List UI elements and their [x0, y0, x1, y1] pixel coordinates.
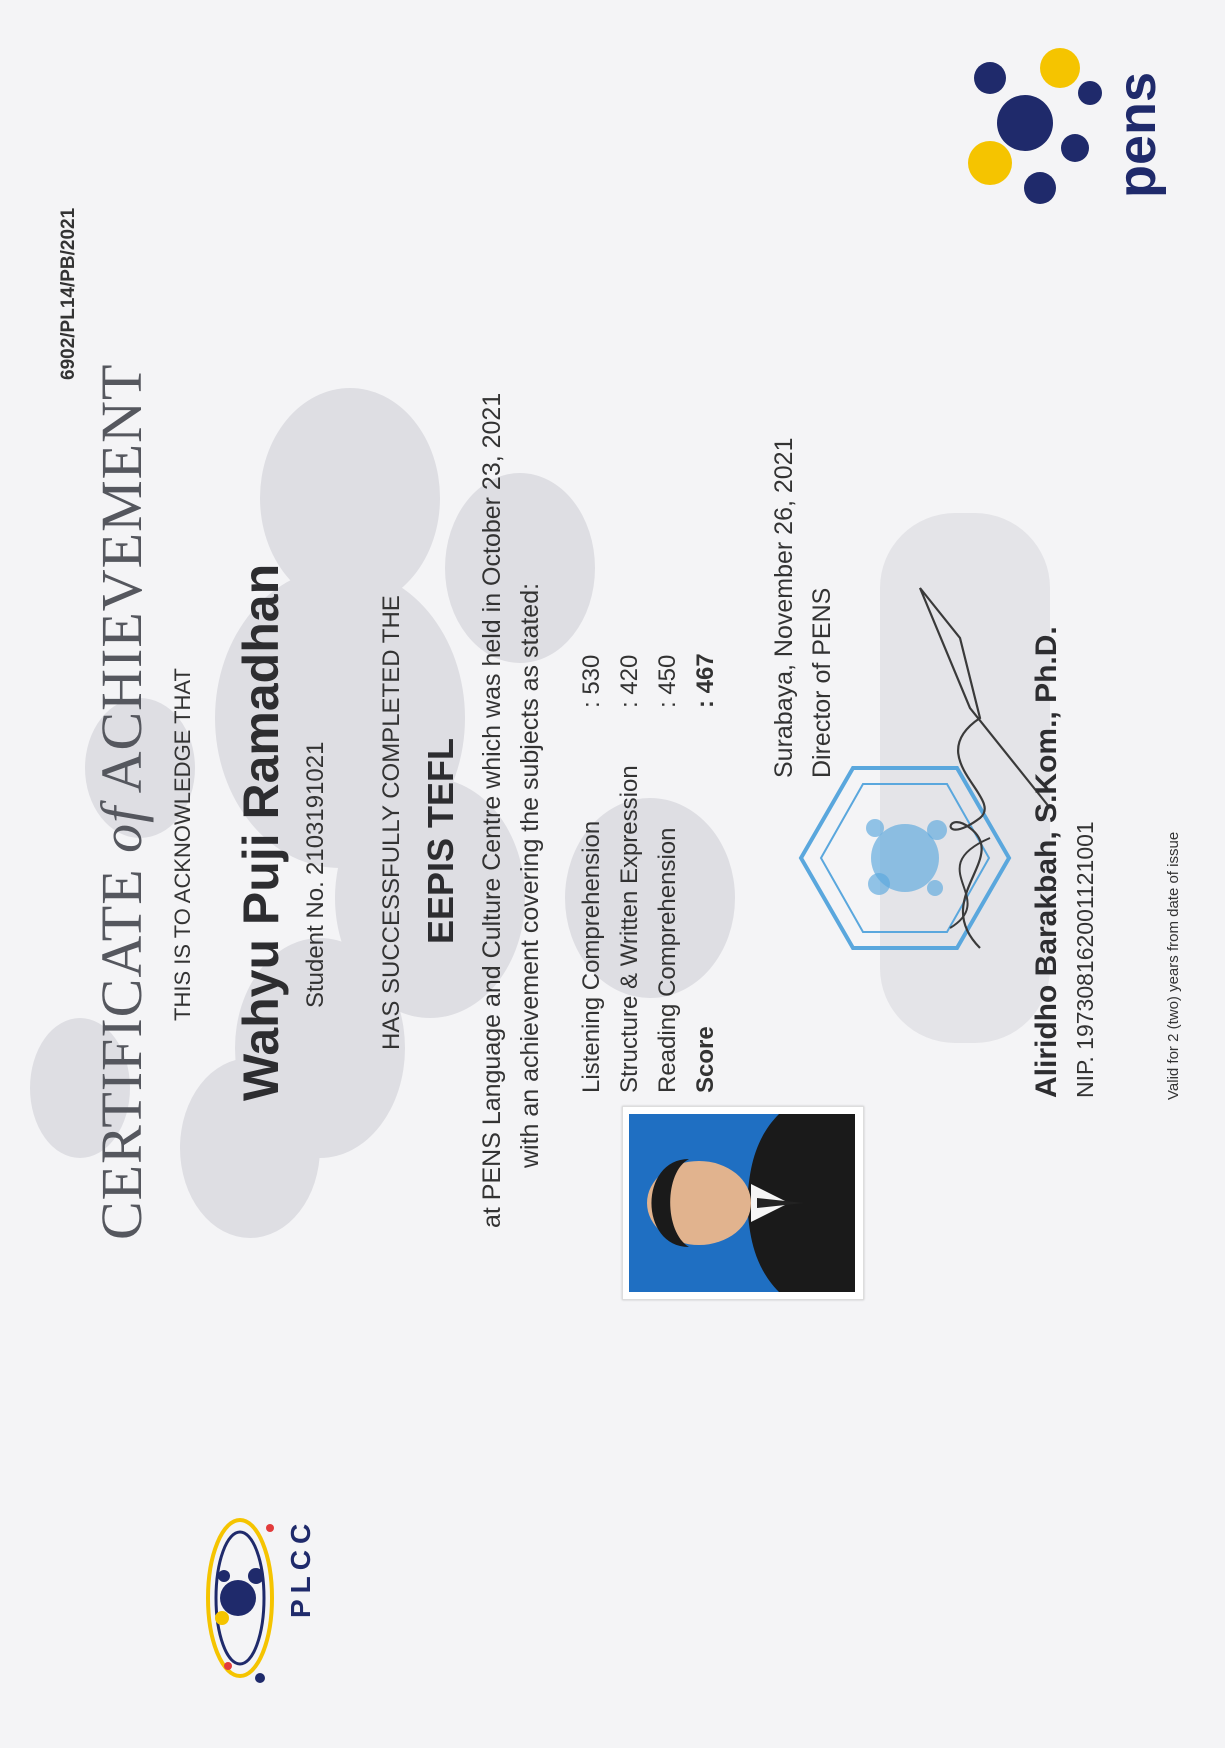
score-total-value: : 467: [692, 653, 719, 708]
score-subject: Listening Comprehension: [578, 820, 605, 1093]
student-number-label: Student No.: [302, 881, 329, 1008]
score-value: : 450: [654, 654, 681, 708]
recipient-photo: [622, 1106, 864, 1300]
validity-note: Valid for 2 (two) years from date of issue: [1165, 831, 1182, 1100]
pens-logo-text: pens: [1107, 71, 1167, 198]
student-number: 2103191021: [302, 741, 329, 875]
score-subject: Structure & Written Expression: [616, 765, 643, 1093]
acknowledge-line: THIS IS TO ACKNOWLEDGE THAT: [170, 668, 195, 1021]
director-title: Director of PENS: [808, 587, 836, 778]
place-date: Surabaya, November 26, 2021: [770, 437, 798, 778]
score-value: : 420: [616, 654, 643, 708]
reference-number: 6902/PL14/PB/2021: [58, 207, 79, 380]
certificate-title: CERTIFICATE of ACHIEVEMENT: [89, 363, 154, 1240]
course-name: EEPIS TEFL: [420, 737, 461, 944]
description-line-1: at PENS Language and Culture Centre which was held in October 23, 2021: [478, 392, 506, 1228]
pens-logo: [950, 38, 1180, 228]
plcc-logo: [180, 1488, 320, 1688]
recipient-name: Wahyu Puji Ramadhan: [233, 563, 289, 1101]
signer-name: Aliridho Barakbah, S.Kom., Ph.D.: [1030, 626, 1063, 1098]
score-subject: Reading Comprehension: [654, 827, 681, 1093]
completed-line: HAS SUCCESSFULLY COMPLETED THE: [378, 595, 405, 1050]
score-value: : 530: [578, 654, 605, 708]
description-line-2: with an achievement covering the subjects as stated:: [516, 582, 544, 1168]
plcc-logo-text: PLCC: [285, 1517, 316, 1618]
signer-nip: NIP. 197308162001121001: [1072, 821, 1098, 1098]
score-total-label: Score: [692, 1026, 719, 1093]
